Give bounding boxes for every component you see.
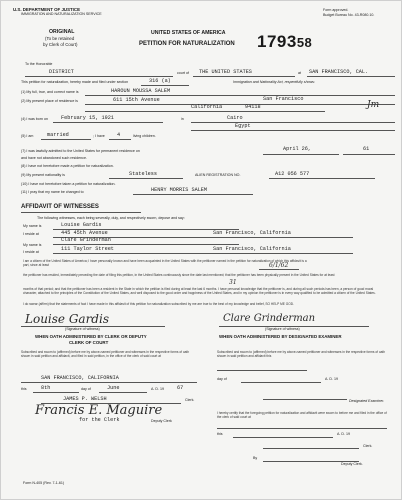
witness-2-signature-caption: (Signature of witness) bbox=[265, 327, 300, 331]
witness-1-signature: Louise Gardis bbox=[25, 312, 109, 326]
birth-country-value: Egypt bbox=[235, 123, 251, 129]
united-states-heading: UNITED STATES OF AMERICA bbox=[151, 30, 226, 36]
witness-2-address: 111 Taylor Street bbox=[61, 246, 114, 252]
examiner-certificate: I hereby certify that the foregoing petition for naturalization and affidavit were sworn to before me and filed in the office of the clerk of said court at bbox=[217, 411, 387, 420]
alien-registration-value: A12 056 577 bbox=[275, 171, 310, 177]
examiner-ad-label: A. D. 19 bbox=[325, 377, 338, 381]
form-number: Form N-405 (Rev. 7-1-61) bbox=[23, 481, 65, 485]
item-10-label: (10) I have not heretofore taken a petition for naturalization. bbox=[21, 182, 116, 186]
petition-number bbox=[257, 33, 312, 50]
section-value: 316 (a) bbox=[149, 78, 171, 84]
clerk-day-of-label: day of bbox=[81, 387, 91, 391]
marital-status-value: married bbox=[47, 132, 69, 138]
witness-2-address-label: I reside at bbox=[23, 250, 39, 254]
street-value: 611 15th Avenue bbox=[113, 97, 160, 103]
deputy-clerk-label: Deputy Clerk bbox=[151, 419, 172, 423]
examiner-by-label: By bbox=[253, 456, 258, 460]
affidavit-intro: The following witnesses, each being severally, duly, and respectively sworn, depose and say: bbox=[37, 216, 185, 220]
witness-1-name-label: My name is bbox=[23, 224, 42, 228]
petition-title: PETITION FOR NATURALIZATION bbox=[139, 41, 235, 47]
service-heading: IMMIGRATION AND NATURALIZATION SERVICE bbox=[21, 12, 102, 16]
retained-label: (To be retained bbox=[45, 36, 75, 41]
clerk-place-value: SAN FRANCISCO, CALIFORNIA bbox=[41, 375, 119, 381]
witness-1-name: Louise Gardis bbox=[61, 222, 102, 228]
affidavit-body-4: I do swear (affirm) that the statements of fact I have made in this affidavit of this petition for naturalization subscribed by me are true to the best of my knowledge and belief, SO HELP ME GOD. bbox=[23, 302, 294, 306]
budget-bureau-number: Budget Bureau No. 43-R080.10. bbox=[323, 13, 375, 17]
children-label-post: living children. bbox=[133, 134, 156, 138]
affidavit-title: AFFIDAVIT OF WITNESSES bbox=[21, 204, 99, 210]
clerk-month-value: June bbox=[107, 385, 120, 391]
clerk-name-value: JAMES P. WELSH bbox=[63, 396, 107, 402]
court-type-value: DISTRICT bbox=[49, 69, 74, 75]
department-heading: U.S. DEPARTMENT OF JUSTICE bbox=[13, 7, 81, 12]
item-9-label: (9) My present nationality is bbox=[21, 173, 65, 177]
birth-date-value: February 15, 1921 bbox=[61, 115, 114, 121]
residence-city-value: San Francisco bbox=[263, 96, 304, 102]
examiner-deputy-label: Deputy Clerk. bbox=[341, 462, 363, 466]
months-present-value: 31 bbox=[229, 279, 237, 286]
new-name-value: HENRY MORRIS SALEM bbox=[151, 187, 208, 193]
clerk-oath-paragraph: Subscribed and sworn to (affirmed) before me by above-named petitioner and witnesses in the respective forms of oath shown in said petition and affidavit, and filed in said petition, in the office of the clerk of said court at bbox=[21, 350, 190, 359]
examiner-oath-paragraph: Subscribed and sworn to (affirmed) before me by above-named petitioner and witnesses in the respective forms of oath shown in said petition and affidavit this bbox=[217, 350, 386, 359]
item-7-label: (7) I was lawfully admitted to the United States for permanent residence on bbox=[21, 149, 140, 153]
deputy-clerk-signature: Francis E. Maguire bbox=[35, 403, 163, 418]
petition-number-tail: 58 bbox=[296, 35, 313, 50]
residence-state-value: California bbox=[191, 104, 223, 110]
section-line-tail: Immigration and Nationality Act, respectfully shows: bbox=[233, 80, 315, 84]
examiner-oath-heading: WHEN OATH ADMINISTERED BY DESIGNATED EXAMINER bbox=[219, 334, 342, 339]
witness-1-address: 445 45th Avenue bbox=[61, 230, 108, 236]
affidavit-body-3: months of that period; and that the petitioner has been a resident in the State in which the petition is filed during at least the last 6 months. I have personal knowledge that the petitioner is, and during all such periods has been, a person of good moral character, attached to the principles of the Constitution of the United States, and well disposed to the good order and happiness of the United States, and in my opinion the petitioner is in every way qualified to be admitted a citizen of the United States. bbox=[23, 287, 376, 296]
witness-2-name: Clare Grinderman bbox=[61, 237, 111, 243]
clerk-oath-subheading: CLERK OF COURT bbox=[69, 340, 109, 345]
full-name-value: HAROUN MOUSSA SALEM bbox=[111, 88, 171, 94]
witness-2-city: San Francisco, California bbox=[213, 246, 291, 252]
item-2-label: (2) My present place of residence is bbox=[21, 99, 78, 103]
petition-number-main: 1793 bbox=[257, 32, 297, 51]
witness-1-signature-caption: (Signature of witness) bbox=[65, 327, 100, 331]
clerk-day-value: 8th bbox=[41, 385, 51, 391]
clerk-this-label: this bbox=[21, 387, 27, 391]
clerk-label: Clerk. bbox=[185, 398, 195, 402]
born-in-label: in bbox=[181, 117, 184, 121]
witness-2-name-label: My name is bbox=[23, 243, 42, 247]
to-honorable-label: To the Honorable bbox=[25, 62, 53, 66]
court-of-label: court of bbox=[177, 71, 189, 75]
section-line-lead: This petition for naturalization, hereby made and filed under section bbox=[21, 80, 129, 84]
admission-date-value: April 26, bbox=[283, 146, 312, 152]
witness-1-address-label: I reside at bbox=[23, 232, 39, 236]
item-5-label: (5) I am bbox=[21, 134, 34, 138]
examiner-this-label: this bbox=[217, 432, 223, 436]
examiner-ad2-label: A. D. 19 bbox=[337, 432, 350, 436]
clerk-year-value: 67 bbox=[177, 385, 184, 391]
handwritten-initial: Jm bbox=[367, 100, 380, 110]
clerk-oath-heading: WHEN OATH ADMINISTERED BY CLERK OR DEPUTY bbox=[35, 334, 147, 339]
children-label-pre: ; I have bbox=[93, 134, 105, 138]
examiner-day-of-label: day of bbox=[217, 377, 227, 381]
affidavit-body-1: I am a citizen of the United States of America; I have personally known and have been acquainted in the United States with the petitioner named in the petition for naturalization of which this affidavit is a part, since at least bbox=[23, 259, 307, 268]
item-4-label: (4) I was born on bbox=[21, 117, 48, 121]
court-city-value: SAN FRANCISCO, CAL. bbox=[309, 69, 369, 75]
item-11-label: (11) I pray that my name be changed to bbox=[21, 190, 84, 194]
alien-registration-label: ALIEN REGISTRATION NO. bbox=[195, 173, 241, 177]
known-since-date: 6/1/62 bbox=[269, 262, 289, 269]
witness-2-signature: Clare Grinderman bbox=[223, 313, 316, 324]
original-label: ORIGINAL bbox=[49, 29, 75, 35]
court-name-value: THE UNITED STATES bbox=[199, 69, 252, 75]
affidavit-body-2: the petitioner has resided, immediately preceding the date of filing this petition, in the United States continuously since the date last mentioned; that the petitioner has been physically present in the United States for at least bbox=[23, 273, 335, 277]
item-1-label: (1) My full, true, and correct name is bbox=[21, 90, 79, 94]
by-clerk-label: by Clerk of Court) bbox=[43, 42, 78, 47]
birth-city-value: Cairo bbox=[227, 115, 243, 121]
admission-year-value: 61 bbox=[363, 146, 370, 152]
clerk-ad-label: A. D. 19 bbox=[151, 387, 164, 391]
children-count-value: 4 bbox=[117, 132, 121, 138]
nationality-value: Stateless bbox=[129, 171, 158, 177]
for-the-clerk: for the Clerk bbox=[79, 417, 120, 423]
witness-1-city: San Francisco, California bbox=[213, 230, 291, 236]
examiner-clerk-label: Clerk. bbox=[363, 444, 373, 448]
zip-value: 94118 bbox=[245, 104, 261, 110]
court-at-label: at bbox=[298, 71, 301, 75]
item-7-continued: and have not abandoned such residence. bbox=[21, 156, 87, 160]
form-approved: Form approved. bbox=[323, 8, 349, 12]
item-8-label: (8) I have not heretofore made a petition for naturalization. bbox=[21, 164, 114, 168]
designated-examiner-label: Designated Examiner. bbox=[349, 399, 385, 403]
